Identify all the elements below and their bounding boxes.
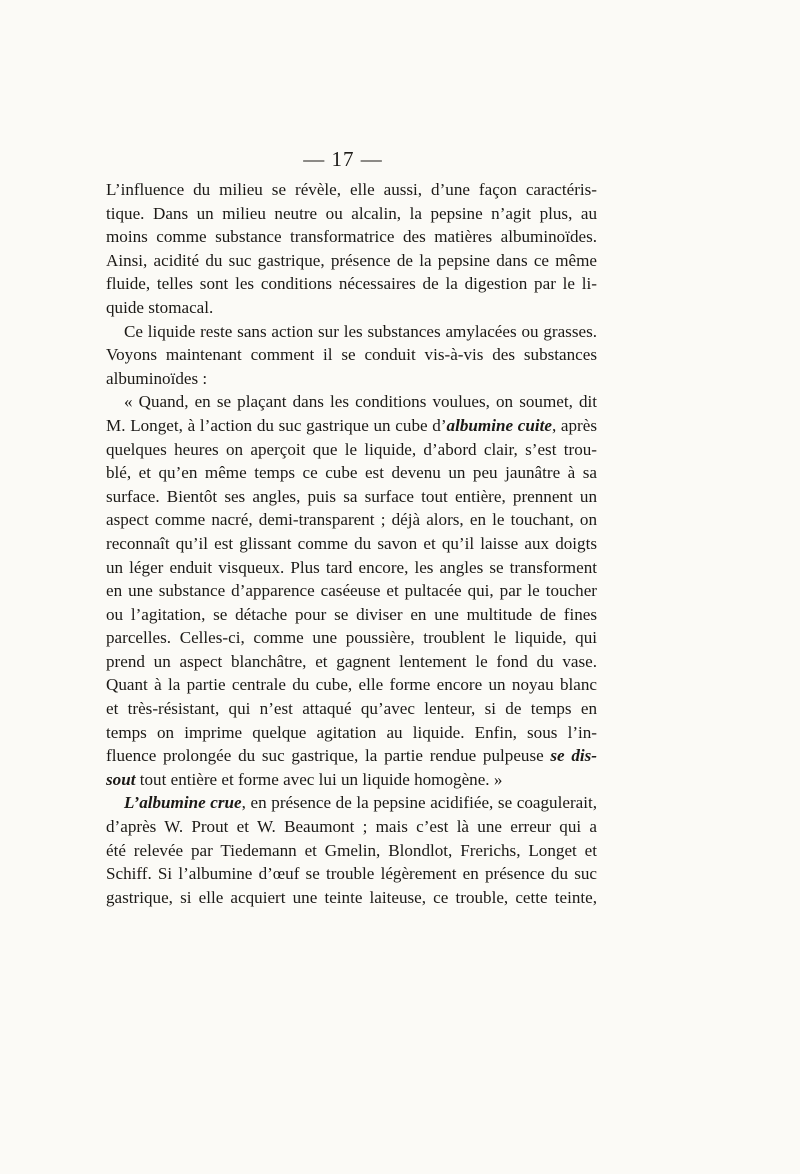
text-run: gastrique, si elle acquiert une teinte laiteuse, ce trouble, cette teinte, bbox=[106, 887, 597, 907]
text-line bbox=[106, 249, 597, 273]
text-line bbox=[106, 414, 597, 438]
text-line bbox=[106, 508, 597, 532]
page-number: — 17 — bbox=[303, 147, 383, 171]
text-line bbox=[106, 673, 597, 697]
text-line bbox=[106, 815, 597, 839]
text-run: d’après W. Prout et W. Beaumont ; mais c’est là une erreur qui a bbox=[106, 817, 597, 837]
text-line bbox=[106, 438, 597, 462]
text-line bbox=[106, 320, 597, 344]
text-line bbox=[106, 791, 597, 815]
text-run: albuminoïdes : bbox=[106, 368, 208, 388]
text-run: aspect comme nacré, demi-transparent ; déjà alors, en le touchant, on bbox=[106, 510, 597, 530]
text-run: Ainsi, acidité du suc gastrique, présence de la pepsine dans ce même bbox=[106, 250, 597, 270]
text-line bbox=[106, 768, 597, 792]
italic-term: L’albumine crue bbox=[124, 793, 242, 813]
text-line bbox=[106, 532, 597, 556]
text-run: en une substance d’apparence caséeuse et pultacée qui, par le toucher bbox=[106, 581, 597, 601]
text-line bbox=[106, 603, 597, 627]
text-run: été relevée par Tiedemann et Gmelin, Blondlot, Frerichs, Longet et bbox=[106, 840, 597, 860]
text-run: blé, et qu’en même temps ce cube est devenu un peu jaunâtre à sa bbox=[106, 463, 597, 483]
text-run: « Quand, en se plaçant dans les conditions voulues, on soumet, dit bbox=[124, 392, 597, 412]
italic-term: sout bbox=[106, 769, 136, 789]
text-line bbox=[106, 390, 597, 414]
text-run: et très-résistant, qui n’est attaqué qu’avec lenteur, si de temps en bbox=[106, 699, 597, 719]
text-run: parcelles. Celles-ci, comme une poussière, troublent le liquide, qui bbox=[106, 628, 597, 648]
text-line bbox=[106, 697, 597, 721]
text-run: Quant à la partie centrale du cube, elle forme encore un noyau blanc bbox=[106, 675, 597, 695]
text-line bbox=[106, 343, 597, 367]
text-line bbox=[106, 721, 597, 745]
text-line bbox=[106, 202, 597, 226]
text-run: un léger enduit visqueux. Plus tard encore, les angles se transforment bbox=[106, 557, 597, 577]
text-run: quide stomacal. bbox=[106, 297, 214, 317]
text-line bbox=[106, 744, 597, 768]
text-run: fluence prolongée du suc gastrique, la partie rendue pulpeuse bbox=[106, 746, 551, 766]
text-run: , en présence de la pepsine acidifiée, se coagulerait, bbox=[241, 793, 597, 813]
text-line bbox=[106, 579, 597, 603]
text-run: reconnaît qu’il est glissant comme du savon et qu’il laisse aux doigts bbox=[106, 533, 597, 553]
text-line bbox=[106, 272, 597, 296]
italic-term: albumine cuite bbox=[446, 415, 552, 435]
text-line bbox=[106, 862, 597, 886]
text-line bbox=[106, 556, 597, 580]
text-run: temps on imprime quelque agitation au liquide. Enfin, sous l’in- bbox=[106, 722, 597, 742]
text-run: fluide, telles sont les conditions nécessaires de la digestion par le li- bbox=[106, 274, 597, 294]
text-line bbox=[106, 367, 597, 391]
body-text bbox=[106, 178, 597, 909]
text-run: , après bbox=[551, 415, 597, 435]
text-run: M. Longet, à l’action du suc gastrique un cube d’ bbox=[106, 415, 447, 435]
text-run: surface. Bientôt ses angles, puis sa surface tout entière, prennent un bbox=[106, 486, 597, 506]
text-line bbox=[106, 178, 597, 202]
text-run: Schiff. Si l’albumine d’œuf se trouble légèrement en présence du suc bbox=[106, 864, 597, 884]
text-line bbox=[106, 839, 597, 863]
text-line bbox=[106, 296, 597, 320]
text-line bbox=[106, 225, 597, 249]
text-run: quelques heures on aperçoit que le liquide, d’abord clair, s’est trou- bbox=[106, 439, 597, 459]
text-run: moins comme substance transformatrice des matières albuminoïdes. bbox=[106, 227, 597, 247]
text-run: tout entière et forme avec lui un liquide homogène. » bbox=[135, 769, 503, 789]
text-line bbox=[106, 650, 597, 674]
text-line bbox=[106, 485, 597, 509]
text-line bbox=[106, 461, 597, 485]
text-run: Voyons maintenant comment il se conduit vis-à-vis des substances bbox=[106, 345, 597, 365]
text-run: Ce liquide reste sans action sur les substances amylacées ou grasses. bbox=[124, 321, 597, 341]
text-run: ou l’agitation, se détache pour se diviser en une multitude de fines bbox=[106, 604, 597, 624]
text-run: tique. Dans un milieu neutre ou alcalin, la pepsine n’agit plus, au bbox=[106, 203, 597, 223]
italic-term: se dis- bbox=[550, 746, 598, 766]
text-run: L’influence du milieu se révèle, elle aussi, d’une façon caractéris- bbox=[106, 180, 597, 199]
text-line bbox=[106, 886, 597, 910]
text-line bbox=[106, 626, 597, 650]
text-run: prend un aspect blanchâtre, et gagnent lentement le fond du vase. bbox=[106, 651, 597, 671]
